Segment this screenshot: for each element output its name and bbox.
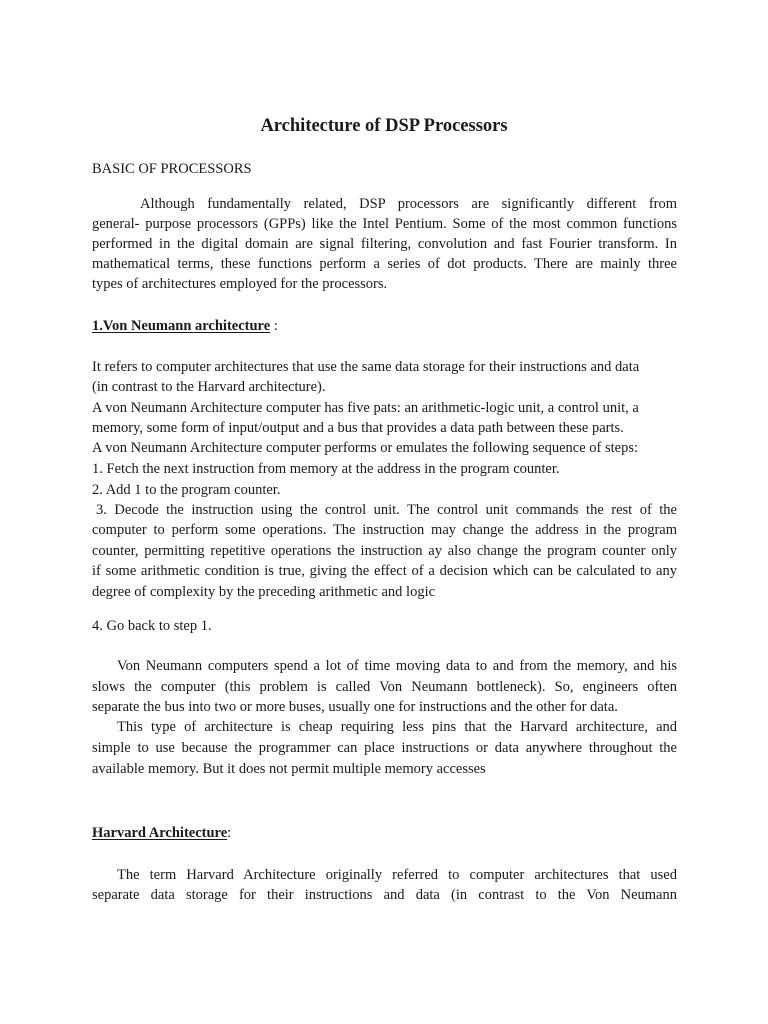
von-neumann-step-3-line-3: counter, permitting repetitive operations the instruction ay also change the program counter only (92, 543, 677, 559)
von-neumann-step-4: 4. Go back to step 1. (92, 618, 212, 634)
von-neumann-para2-line-2: slows the computer (this problem is called Von Neumann bottleneck). So, engineers often (92, 679, 677, 695)
von-neumann-line-2: (in contrast to the Harvard architecture). (92, 379, 326, 395)
harvard-heading-colon: : (227, 825, 232, 841)
von-neumann-line-3: A von Neumann Architecture computer has five pats: an arithmetic-logic unit, a control unit, a (92, 400, 639, 416)
von-neumann-step-3-line-4: if some arithmetic condition is true, giving the effect of a decision which can be calculated to any (92, 563, 677, 579)
harvard-line-1: The term Harvard Architecture originally referred to computer architectures that used (117, 867, 677, 883)
section-heading-von-neumann (92, 316, 677, 336)
von-neumann-heading-text: 1.Von Neumann architecture (92, 318, 271, 334)
von-neumann-step-1: 1. Fetch the next instruction from memory at the address in the program counter. (92, 461, 560, 477)
von-neumann-line-1: It refers to computer architectures that use the same data storage for their instructions and data (92, 359, 640, 375)
von-neumann-para3-line-3: available memory. But it does not permit multiple memory accesses (92, 761, 486, 777)
von-neumann-step-3-line-2: computer to perform some operations. The instruction may change the address in the program (92, 522, 677, 538)
document-title: Architecture of DSP Processors (260, 116, 508, 136)
von-neumann-heading-colon: : (270, 318, 278, 334)
von-neumann-para2-line-3: separate the bus into two or more buses, usually one for instructions and the other for data. (92, 699, 618, 715)
intro-line-5: types of architectures employed for the processors. (92, 276, 388, 292)
harvard-line-2: separate data storage for their instructions and data (in contrast to the Von Neumann (92, 887, 677, 903)
intro-line-3: performed in the digital domain are signal filtering, convolution and fast Fourier transform. In (92, 236, 677, 252)
section-heading-basic: BASIC OF PROCESSORS (92, 161, 252, 177)
von-neumann-line-4: memory, some form of input/output and a bus that provides a data path between these parts. (92, 420, 624, 436)
von-neumann-para3-line-1: This type of architecture is cheap requiring less pins that the Harvard architecture, and (117, 719, 677, 735)
intro-line-4: mathematical terms, these functions perform a series of dot products. There are mainly three (92, 256, 677, 272)
intro-line-2: general- purpose processors (GPPs) like the Intel Pentium. Some of the most common functions (92, 216, 677, 232)
von-neumann-step-3-line-1: 3. Decode the instruction using the control unit. The control unit commands the rest of the (96, 502, 677, 518)
von-neumann-para3-line-2: simple to use because the programmer can place instructions or data anywhere throughout the (92, 740, 677, 756)
intro-line-1: Although fundamentally related, DSP processors are significantly different from (140, 196, 677, 212)
von-neumann-line-5: A von Neumann Architecture computer performs or emulates the following sequence of steps: (92, 440, 639, 456)
von-neumann-step-2: 2. Add 1 to the program counter. (92, 482, 281, 498)
von-neumann-para2-line-1: Von Neumann computers spend a lot of time moving data to and from the memory, and his (117, 658, 677, 674)
harvard-heading-text: Harvard Architecture (92, 825, 228, 841)
section-heading-harvard (92, 823, 677, 843)
von-neumann-step-3-line-5: degree of complexity by the preceding arithmetic and logic (92, 584, 436, 600)
